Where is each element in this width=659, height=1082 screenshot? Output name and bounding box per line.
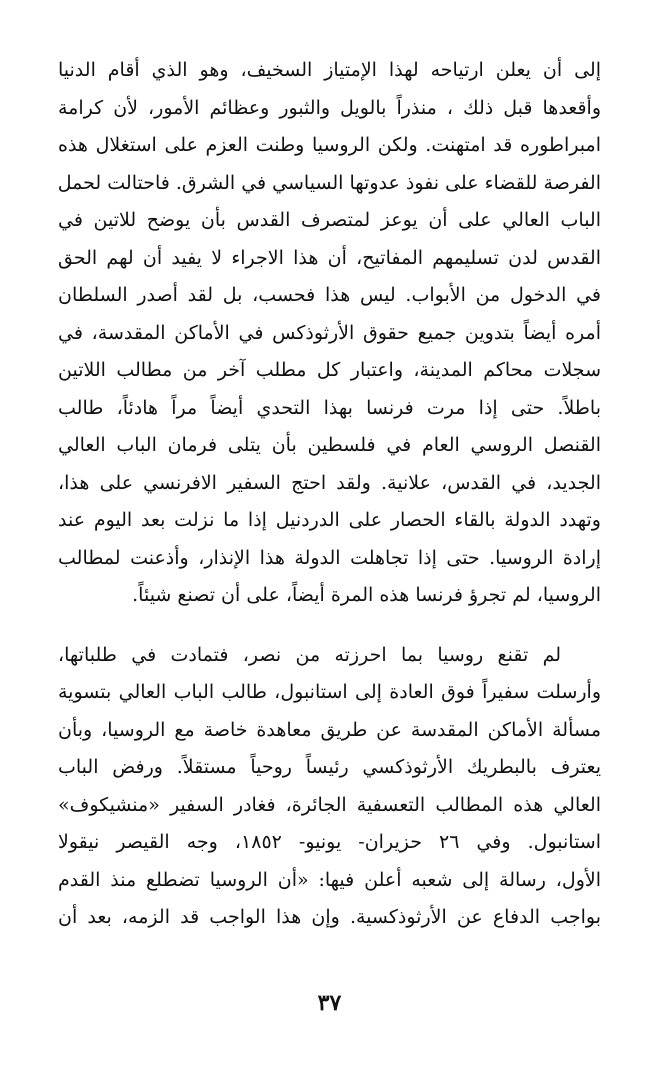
text-line: إلى أن يعلن ارتياحه لهذا الإمتياز السخيف، وهو الذي أقام الدنيا: [58, 59, 601, 81]
text-line: استانبول. وفي ٢٦ حزيران- يونيو- ١٨٥٢، وجه القيصر نيقولا: [58, 831, 601, 853]
text-line: الروسيا، لم تجرؤ فرنسا هذه المرة أيضاً، على أن تصنع شيئاً.: [132, 584, 601, 606]
text-line: امبراطوره قد امتهنت. ولكن الروسيا وطنت العزم على استغلال هذه: [58, 134, 601, 156]
text-line: الجديد، في القدس، علانية. ولقد احتج السفير الافرنسي على هذا،: [58, 471, 601, 494]
text-line: في الدخول من الأبواب. ليس هذا فحسب، بل لقد أصدر السلطان: [58, 284, 601, 306]
text-line: إرادة الروسيا. حتى إذا تجاهلت الدولة هذا الإنذار، وأذعنت لمطالب: [58, 546, 601, 569]
page-number: ٣٧: [317, 990, 342, 1016]
paragraph-1: [58, 52, 601, 615]
text-line: القدس لدن تسليمهم المفاتيح، أن هذا الاجراء لا يفيد أن لهم الحق: [58, 246, 601, 269]
text-line: وتهدد الدولة بالقاء الحصار على الدردنيل إذا ما نزلت بعد اليوم عند: [58, 509, 601, 531]
paragraph-2: [58, 637, 601, 937]
page-body: [58, 52, 601, 937]
text-line: مسألة الأماكن المقدسة عن طريق معاهدة خاصة مع الروسيا، وبأن: [58, 718, 601, 741]
text-line: القنصل الروسي العام في فلسطين بأن يتلى فرمان الباب العالي: [58, 434, 601, 456]
text-line: وأقعدها قبل ذلك ، منذراً بالويل والثبور وعظائم الأمور، لأن كرامة: [58, 96, 601, 119]
text-line: لم تقنع روسيا بما احرزته من نصر، فتمادت في طلباتها،: [58, 643, 561, 666]
text-line: العالي هذه المطالب التعسفية الجائرة، فغادر السفير «منشيكوف»: [58, 793, 601, 816]
text-line: باطلاً. حتى إذا مرت فرنسا بهذا التحدي أيضاً مراً هادئاً، طالب: [58, 396, 601, 419]
paragraph-divider: [58, 615, 601, 637]
text-line: الفرصة للقضاء على نفوذ عدوتها السياسي في الشرق. فاحتالت لحمل: [58, 171, 601, 194]
text-line: سجلات محاكم المدينة، واعتبار كل مطلب آخر من مطالب اللاتين: [58, 359, 601, 381]
text-line: بواجب الدفاع عن الأرثوذكسية. وإن هذا الواجب قد الزمه، بعد أن: [58, 906, 601, 928]
text-line: يعترف بالبطريك الأرثوذكسي رئيساً روحياً مستقلاً. ورفض الباب: [58, 756, 601, 778]
text-line: أمره أيضاً بتدوين جميع حقوق الأرثوذكس في الأماكن المقدسة، في: [58, 321, 601, 344]
text-line: الأول، رسالة إلى شعبه أعلن فيها: «أن الروسيا تضطلع منذ القدم: [58, 868, 601, 891]
text-line: الباب العالي على أن يوعز لمتصرف القدس بأن يوضح للاتين في: [58, 209, 601, 231]
text-line: وأرسلت سفيراً فوق العادة إلى استانبول، طالب الباب العالي بتسوية: [58, 681, 601, 703]
